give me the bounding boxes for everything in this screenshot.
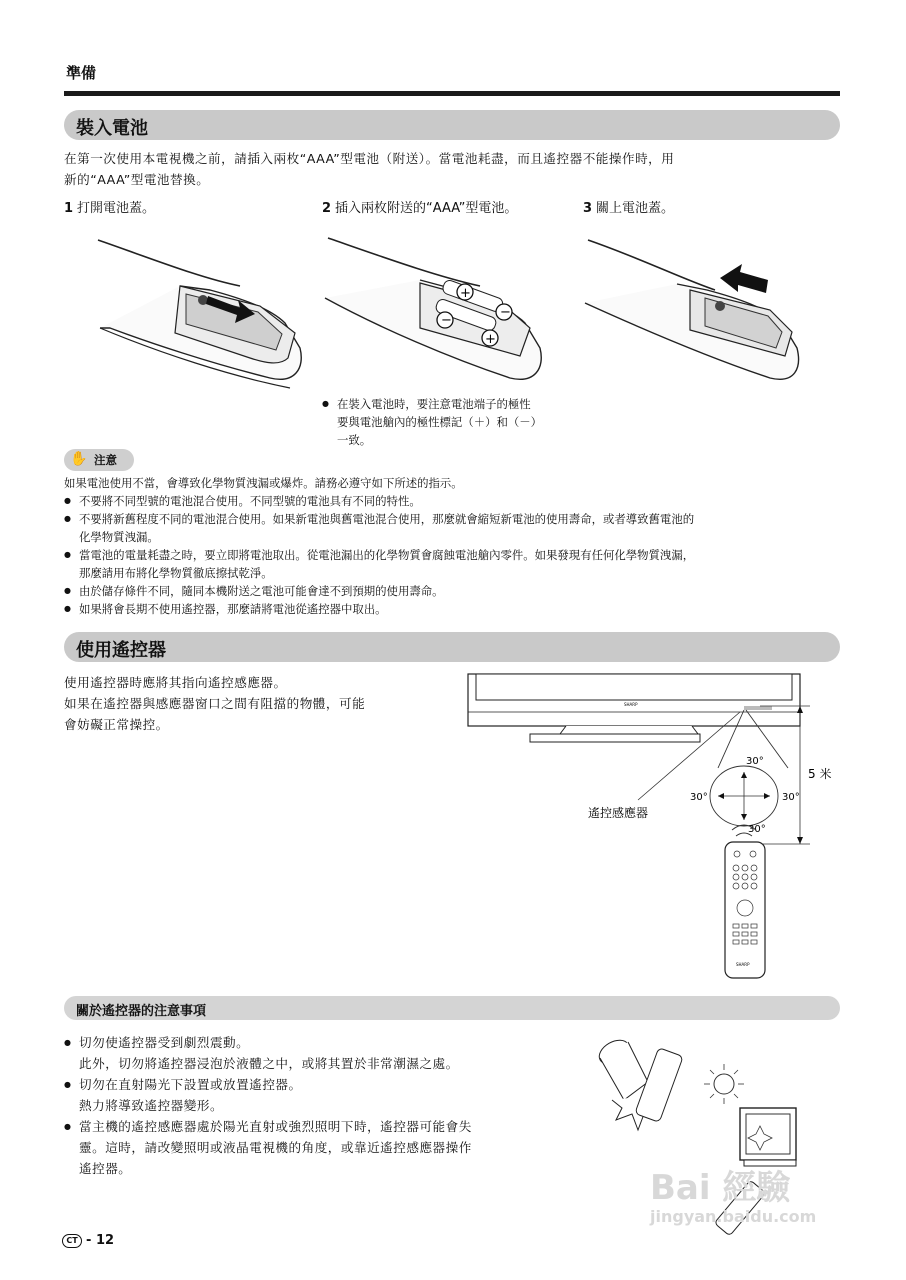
watermark-line1: Bai 經驗 (650, 1168, 791, 1208)
step-3-text: 關上電池蓋。 (596, 201, 675, 216)
distance-label: 5 米 (808, 767, 832, 781)
caution-badge (64, 449, 134, 471)
svg-text:−: − (441, 313, 452, 328)
caution-intro: 如果電池使用不當，會導致化學物質洩漏或爆炸。請務必遵守如下所述的指示。 (64, 476, 463, 490)
remote-usage-text (64, 672, 365, 735)
angle-right: 30° (782, 792, 800, 803)
remote-caution-line: ● 當主機的遙控感應器處於陽光直射或強烈照明下時，遙控器可能會失 (79, 1119, 472, 1134)
remote-caution-line: 熱力將導致遙控器變形。 (79, 1098, 224, 1113)
remote-caution-line: 此外，切勿將遙控器浸泡於液體之中，或將其置於非常潮濕之處。 (79, 1056, 459, 1071)
svg-text:−: − (500, 305, 511, 320)
section-battery-title: 裝入電池 (76, 118, 148, 139)
caution-item-line: ● 由於儲存條件不同，隨同本機附送之電池可能會達不到預期的使用壽命。 (79, 584, 444, 598)
section-remote-cautions-bar (64, 996, 840, 1020)
remote-caution-item (64, 1116, 584, 1179)
step-2-text: 插入兩枚附送的“AAA”型電池。 (335, 201, 518, 216)
watermark (650, 1160, 816, 1226)
header-rule (64, 91, 840, 96)
step-1 (64, 197, 155, 216)
polarity-note (322, 395, 542, 449)
remote-range-diagram (460, 672, 840, 982)
svg-text:+: + (485, 332, 496, 347)
caution-item (64, 600, 844, 618)
step-2 (322, 197, 517, 216)
step-1-number: 1 (64, 201, 74, 216)
chapter-title: 準備 (66, 64, 97, 82)
angle-left: 30° (690, 792, 708, 803)
region-badge: CT (62, 1234, 82, 1248)
remote-usage-line2: 如果在遙控器與感應器窗口之間有阻擋的物體，可能 (64, 696, 366, 711)
remote-usage-line3: 會妨礙正常操控。 (64, 717, 169, 732)
step-3 (583, 197, 674, 216)
section-battery-bar (64, 110, 840, 140)
caution-block (64, 474, 844, 618)
battery-intro (64, 148, 674, 190)
hand-icon: ✋ (70, 451, 88, 467)
close-cover-illustration (580, 228, 805, 393)
caution-item-line: 那麼請用布將化學物質徹底擦拭乾淨。 (79, 566, 273, 580)
section-remote-cautions-title: 關於遙控器的注意事項 (76, 1004, 207, 1019)
caution-item-line: ● 不要將不同型號的電池混合使用。不同型號的電池具有不同的特性。 (79, 494, 421, 508)
liquid-spill-illustration (592, 1030, 692, 1140)
caution-item-line: ● 如果將會長期不使用遙控器，那麼請將電池從遙控器中取出。 (79, 602, 387, 616)
svg-text:+: + (460, 286, 471, 301)
step-1-text: 打開電池蓋。 (77, 201, 156, 216)
section-remote-title: 使用遙控器 (76, 640, 166, 661)
page-footer (62, 1233, 114, 1248)
page-number: 12 (95, 1233, 115, 1248)
step-2-number: 2 (322, 201, 332, 216)
caution-item-line: ● 當電池的電量耗盡之時，要立即將電池取出。從電池漏出的化學物質會腐蝕電池艙內零件。如果發現有任何化學物質洩漏， (79, 548, 695, 562)
remote-caution-item (64, 1032, 584, 1074)
polarity-note-line1: ● 在裝入電池時，要注意電池端子的極性 (337, 397, 531, 411)
battery-intro-line2: 新的“AAA”型電池替換。 (64, 172, 210, 187)
remote-caution-line: ● 切勿在直射陽光下設置或放置遙控器。 (79, 1077, 302, 1092)
open-cover-illustration (90, 228, 310, 393)
remote-illustration (725, 842, 765, 978)
footer-dash: - (86, 1233, 92, 1248)
caution-label: 注意 (94, 453, 117, 467)
caution-item (64, 546, 844, 582)
insert-batteries-illustration (320, 228, 550, 393)
caution-item (64, 492, 844, 510)
angle-top: 30° (746, 756, 764, 767)
caution-item (64, 510, 844, 546)
remote-usage-line1: 使用遙控器時應將其指向遙控感應器。 (64, 675, 287, 690)
tv-brand: SHARP (624, 702, 638, 707)
remote-caution-line: 遙控器。 (79, 1161, 132, 1176)
remote-brand: SHARP (736, 962, 750, 967)
remote-cautions-list (64, 1032, 584, 1179)
watermark-line2: jingyan.baidu.com (650, 1207, 817, 1226)
angle-bottom: 30° (748, 824, 766, 835)
section-remote-bar (64, 632, 840, 662)
sensor-label: 遙控感應器 (588, 806, 649, 820)
sensor-window (744, 706, 772, 710)
remote-caution-item (64, 1074, 584, 1116)
polarity-note-line3: 一致。 (337, 433, 372, 447)
step-3-number: 3 (583, 201, 593, 216)
polarity-note-line2: 要與電池艙內的極性標記（＋）和（－） (337, 415, 543, 429)
caution-item-line: 化學物質洩漏。 (79, 530, 159, 544)
caution-item (64, 582, 844, 600)
caution-item-line: ● 不要將新舊程度不同的電池混合使用。如果新電池與舊電池混合使用，那麼就會縮短新電池的使用壽命，或者導致舊電池的 (79, 512, 695, 526)
battery-intro-line1: 在第一次使用本電視機之前，請插入兩枚“AAA”型電池（附送）。當電池耗盡，而且遙控器不能操作時，用 (64, 151, 675, 166)
remote-caution-line: ● 切勿使遙控器受到劇烈震動。 (79, 1035, 250, 1050)
remote-caution-line: 靈。這時，請改變照明或液晶電視機的角度，或靠近遙控感應器操作 (79, 1140, 472, 1155)
